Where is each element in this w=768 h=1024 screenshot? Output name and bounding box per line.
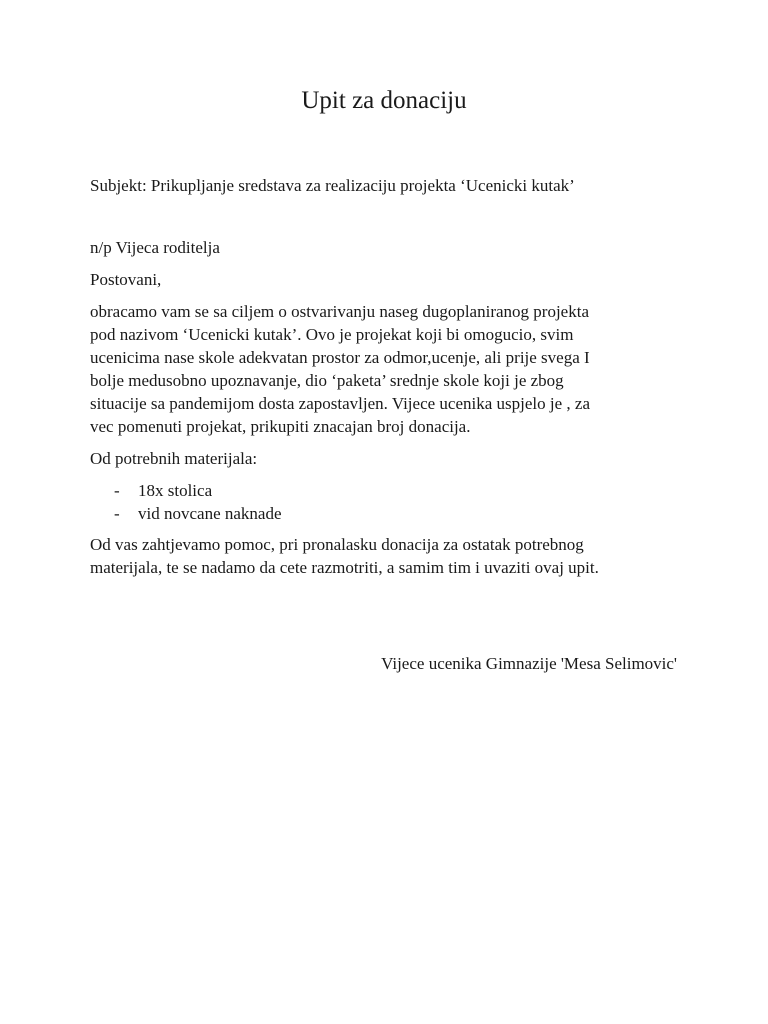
signature-line: Vijece ucenika Gimnazije 'Mesa Selimovic' xyxy=(381,654,677,673)
body-line: situacije sa pandemijom dosta zapostavljen. Vijece ucenika uspjelo je , za xyxy=(90,394,590,413)
closing-line: Od vas zahtjevamo pomoc, pri pronalasku donacija za ostatak potrebnog xyxy=(90,535,584,554)
subject-line: Subjekt: Prikupljanje sredstava za realizaciju projekta ‘Ucenicki kutak’ xyxy=(90,176,575,195)
list-bullet: - xyxy=(114,481,120,500)
list-item-text: 18x stolica xyxy=(138,481,213,500)
list-bullet: - xyxy=(114,504,120,523)
body-line: pod nazivom ‘Ucenicki kutak’. Ovo je projekat koji bi omogucio, svim xyxy=(90,325,574,344)
closing-paragraph xyxy=(90,533,690,579)
body-paragraph xyxy=(90,300,690,438)
recipient-line: n/p Vijeca roditelja xyxy=(90,238,220,257)
body-line: ucenicima nase skole adekvatan prostor za odmor,ucenje, ali prije svega I xyxy=(90,348,590,367)
list-item xyxy=(90,479,282,502)
list-item xyxy=(90,502,282,525)
materials-heading: Od potrebnih materijala: xyxy=(90,449,258,468)
document-title: Upit za donaciju xyxy=(301,87,467,114)
body-line: vec pomenuti projekat, prikupiti znacajan broj donacija. xyxy=(90,417,471,436)
body-line: bolje medusobno upoznavanje, dio ‘paketa’ srednje skole koji je zbog xyxy=(90,371,564,390)
closing-line: materijala, te se nadamo da cete razmotriti, a samim tim i uvaziti ovaj upit. xyxy=(90,558,599,577)
greeting-line: Postovani, xyxy=(90,270,162,289)
materials-list xyxy=(90,479,282,525)
list-item-text: vid novcane naknade xyxy=(138,504,282,523)
body-line: obracamo vam se sa ciljem o ostvarivanju naseg dugoplaniranog projekta xyxy=(90,302,589,321)
